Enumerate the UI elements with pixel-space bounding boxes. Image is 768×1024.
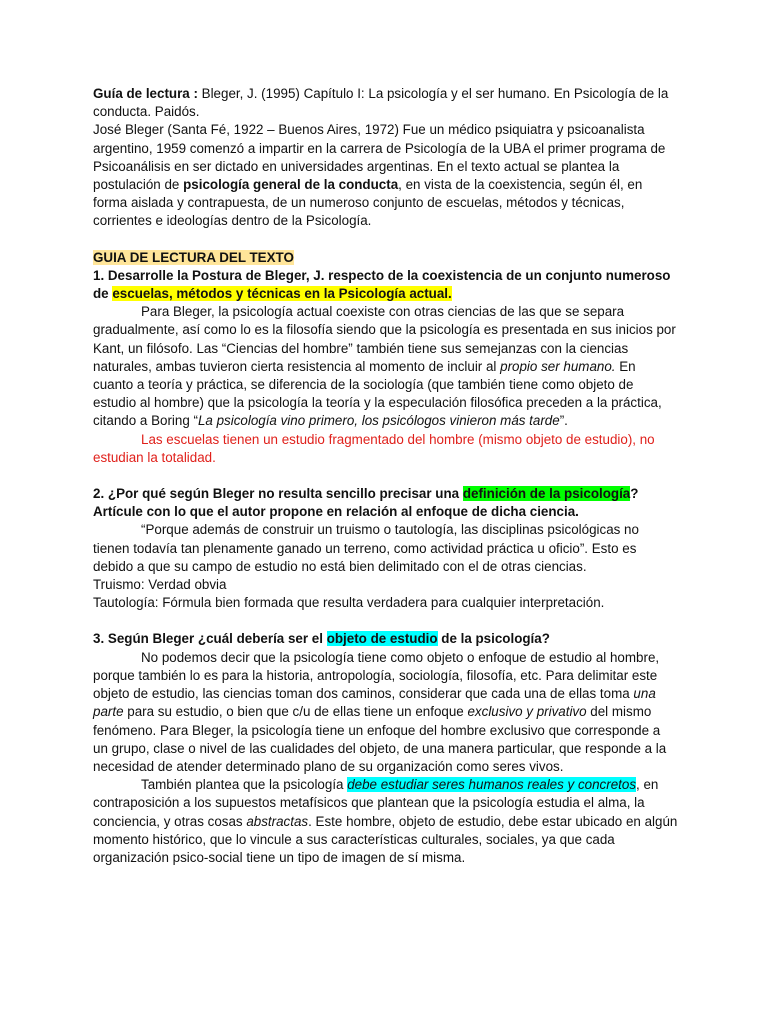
q2-title-text-end: ? Artícule con lo que el autor propone en relación al enfoque de dicha ciencia.	[93, 486, 639, 520]
q1-p1-text-c: ”.	[559, 413, 568, 429]
q3-p1-text-c: del mismo fenómeno. Para Bleger, la psicología tiene un enfoque del hombre exclusivo que corresponde a un grupo, clase o nivel de las cualidades del objeto, de una manera particular, que responde a la necesidad de atender determinado plano de su organización como seres vivos.	[93, 704, 667, 774]
q3-title-text: 3. Según Bleger ¿cuál debería ser el	[93, 631, 327, 647]
q3-title-highlight: objeto de estudio	[326, 631, 438, 647]
q1-p1-text-b: En cuanto a teoría y práctica, se diferencia de la sociología (que también tiene como objeto de estudio al hombre) que la psicología la teoría y la especulación filosófica preceden a la práctica, citando a Boring “	[93, 358, 662, 429]
q3-p1-italic-2: exclusivo y privativo	[467, 704, 587, 720]
q3-title	[93, 630, 678, 648]
q3-answer-paragraph-1	[93, 649, 678, 776]
q2-definition-tautologia: Tautología: Fórmula bien formada que resulta verdadera para cualquier interpretación.	[93, 595, 605, 611]
intro-bio-bold: psicología general de la conducta	[183, 177, 399, 193]
q3-title-text-end: de la psicología?	[437, 631, 550, 647]
q1-title-highlight: escuelas, métodos y técnicas en la Psicología actual.	[112, 286, 452, 302]
intro-reference	[93, 85, 678, 121]
q2-answer-paragraph: “Porque además de construir un truismo o tautología, las disciplinas psicológicas no tienen todavía tan plenamente ganado un terreno, como actividad práctica u oficio”. Esto es debido a que su campo de estudio no está bien delimitado con el de otras ciencias.	[93, 522, 639, 574]
intro-bio-text-end: , en vista de la coexistencia, según él, en forma aislada y contrapuesta, de un numeroso conjunto de escuelas, métodos y técnicas, corrientes e ideologías dentro de la Psicología.	[93, 177, 643, 229]
section-title	[93, 249, 678, 267]
intro-label: Guía de lectura :	[93, 86, 198, 101]
q1-p1-quote: La psicología vino primero, los psicólogos vinieron más tarde	[197, 413, 560, 429]
intro-reference-text: Bleger, J. (1995) Capítulo I: La psicología y el ser humano. En Psicología de la conducta. Paidós.	[93, 86, 669, 120]
q1-answer-paragraph	[93, 303, 678, 430]
q2-title-highlight: definición de la psicología	[462, 486, 631, 502]
q1-p1-text-a: Para Bleger, la psicología actual coexiste con otras ciencias de las que se separa gradualmente, así como lo es la filosofía siendo que la psicología es presentada en sus inicios por Kant, un filósofo. Las “Ciencias del hombre” también tiene sus semejanzas con la ciencias naturales, ambas tuvieron cierta resistencia al momento de incluir al	[93, 304, 676, 374]
q3-p1-text-b: para su estudio, o bien que c/u de ellas tiene un enfoque	[123, 704, 468, 720]
q1-title-text: 1. Desarrolle la Postura de Bleger, J. respecto de la coexistencia de un conjunto numeroso de	[93, 267, 671, 302]
q3-p2-text-a: También plantea que la psicología	[141, 777, 348, 793]
q3-p1-text-a: No podemos decir que la psicología tiene como objeto o enfoque de estudio al hombre, porque también lo es para la historia, antropología, sociología, filosofía, etc. Para delimitar este objeto de estudio, las ciencias toman dos caminos, considerar que cada una de ellas toma	[93, 649, 660, 702]
intro-bio	[93, 121, 678, 230]
section-title-text: GUIA DE LECTURA DEL TEXTO	[93, 249, 294, 265]
q2-title-text: 2. ¿Por qué según Bleger no resulta sencillo precisar una	[93, 486, 463, 502]
q1-title	[93, 267, 678, 303]
intro-bio-text: José Bleger (Santa Fé, 1922 – Buenos Aires, 1972) Fue un médico psiquiatra y psicoanalista argentino, 1959 comenzó a impartir en la carrera de Psicología de la UBA el primer programa de Psicoanálisis en ser dictado en universidades argentinas. En el texto actual se plantea la postulación de	[93, 122, 666, 193]
q1-p1-italic: propio ser humano.	[500, 358, 616, 374]
q2-definition-truismo: Truismo: Verdad obvia	[93, 577, 227, 593]
q1-red-note: Las escuelas tienen un estudio fragmentado del hombre (mismo objeto de estudio), no estudian la totalidad.	[93, 431, 655, 465]
q3-p2-text-c: . Este hombre, objeto de estudio, debe estar ubicado en algún momento histórico, que lo vincule a sus características culturales, sociales, ya que cada organización psico-social tiene un tipo de imagen de sí misma.	[93, 813, 678, 865]
q3-p1-italic-1: una parte	[93, 686, 656, 720]
q2-title	[93, 485, 678, 521]
q3-p2-highlight: debe estudiar seres humanos reales y concretos	[347, 777, 637, 793]
q3-p2-italic: abstractas	[246, 813, 309, 829]
q3-answer-paragraph-2	[93, 776, 678, 867]
q3-p2-text-b: , en contraposición a los supuestos metafísicos que plantean que la psicología estudia el alma, la conciencia, y otras cosas	[93, 777, 659, 829]
